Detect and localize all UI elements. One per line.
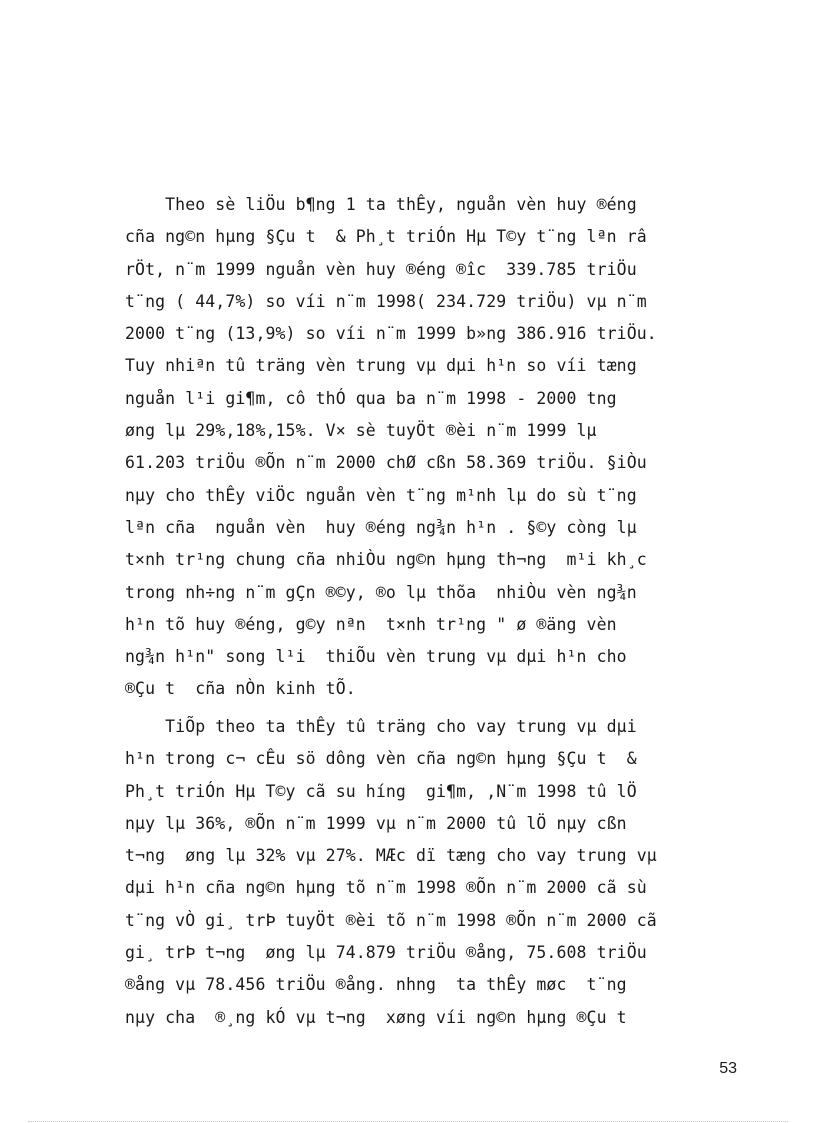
text-line: trong nh÷ng n¨m gÇn ®©y, ®o lµ thõa nhiÒu vèn ng¾n (125, 582, 637, 602)
text-line: t¨ng ( 44,7%) so víi n¨m 1998( 234.729 triÖu) vµ n¨m (125, 291, 647, 311)
page-bottom-divider (28, 1121, 788, 1122)
text-line: nµy lµ 36%, ®Õn n¨m 1999 vµ n¨m 2000 tû lÖ nµy cßn (125, 813, 627, 833)
text-line: Tuy nhiªn tû träng vèn trung vµ dµi h¹n so víi tæng (125, 356, 637, 376)
text-line: gi¸ trÞ t¬ng øng lµ 74.879 triÖu ®ång, 75.608 triÖu (125, 943, 647, 963)
text-line: t×nh tr¹ng chung cña nhiÒu ng©n hµng th¬ng m¹i kh¸c (125, 550, 647, 570)
text-line: nguån l¹i gi¶m, cô thÓ qua ba n¨m 1998 - 2000 tng (125, 388, 617, 408)
text-line: 61.203 triÖu ®Õn n¨m 2000 chØ cßn 58.369 triÖu. §iÒu (125, 453, 647, 473)
text-line: t¬ng øng lµ 32% vµ 27%. MÆc dï tæng cho vay trung vµ (125, 846, 657, 866)
text-line: 2000 t¨ng (13,9%) so víi n¨m 1999 b»ng 386.916 triÖu. (125, 324, 657, 344)
text-line: ®ång vµ 78.456 triÖu ®ång. nhng ta thÊy møc t¨ng (125, 975, 627, 995)
text-line: t¨ng vÒ gi¸ trÞ tuyÖt ®èi tõ n¨m 1998 ®Õn n¨m 2000 cã (125, 910, 657, 930)
text-line: cña ng©n hµng §Çu t & Ph¸t triÓn Hµ T©y t¨ng lªn râ (125, 227, 647, 247)
text-line: Ph¸t triÓn Hµ T©y cã su híng gi¶m, ,N¨m 1998 tû lÖ (125, 781, 637, 801)
text-line: dµi h¹n cña ng©n hµng tõ n¨m 1998 ®Õn n¨m 2000 cã sù (125, 878, 647, 898)
text-line: nµy cha ®¸ng kÓ vµ t¬ng xøng víi ng©n hµng ®Çu t (125, 1007, 637, 1027)
paragraph-2 (125, 711, 740, 1034)
text-line: Theo sè liÖu b¶ng 1 ta thÊy, nguån vèn huy ®éng (125, 195, 637, 214)
text-line: lªn cña nguån vèn huy ®éng ng¾n h¹n . §©y còng lµ (125, 517, 637, 537)
text-line: h¹n trong c¬ cÊu sö dông vèn cña ng©n hµng §Çu t & (125, 749, 637, 769)
text-line: øng lµ 29%,18%,15%. V× sè tuyÖt ®èi n¨m 1999 lµ (125, 421, 597, 441)
text-line: rÖt, n¨m 1999 nguån vèn huy ®éng ®îc 339.785 triÖu (125, 259, 637, 279)
page-number: 53 (719, 1060, 737, 1077)
text-line: ng¾n h¹n" song l¹i thiÕu vèn trung vµ dµi h¹n cho (125, 647, 627, 667)
paragraph-1 (125, 189, 740, 706)
text-line: ®Çu t cña nÒn kinh tÕ. (125, 679, 356, 699)
text-line: h¹n tõ huy ®éng, g©y nªn t×nh tr¹ng " ø ®äng vèn (125, 614, 617, 634)
text-line: nµy cho thÊy viÖc nguån vèn t¨ng m¹nh lµ do sù t¨ng (125, 485, 637, 505)
text-line: TiÕp theo ta thÊy tû träng cho vay trung vµ dµi (125, 717, 637, 736)
